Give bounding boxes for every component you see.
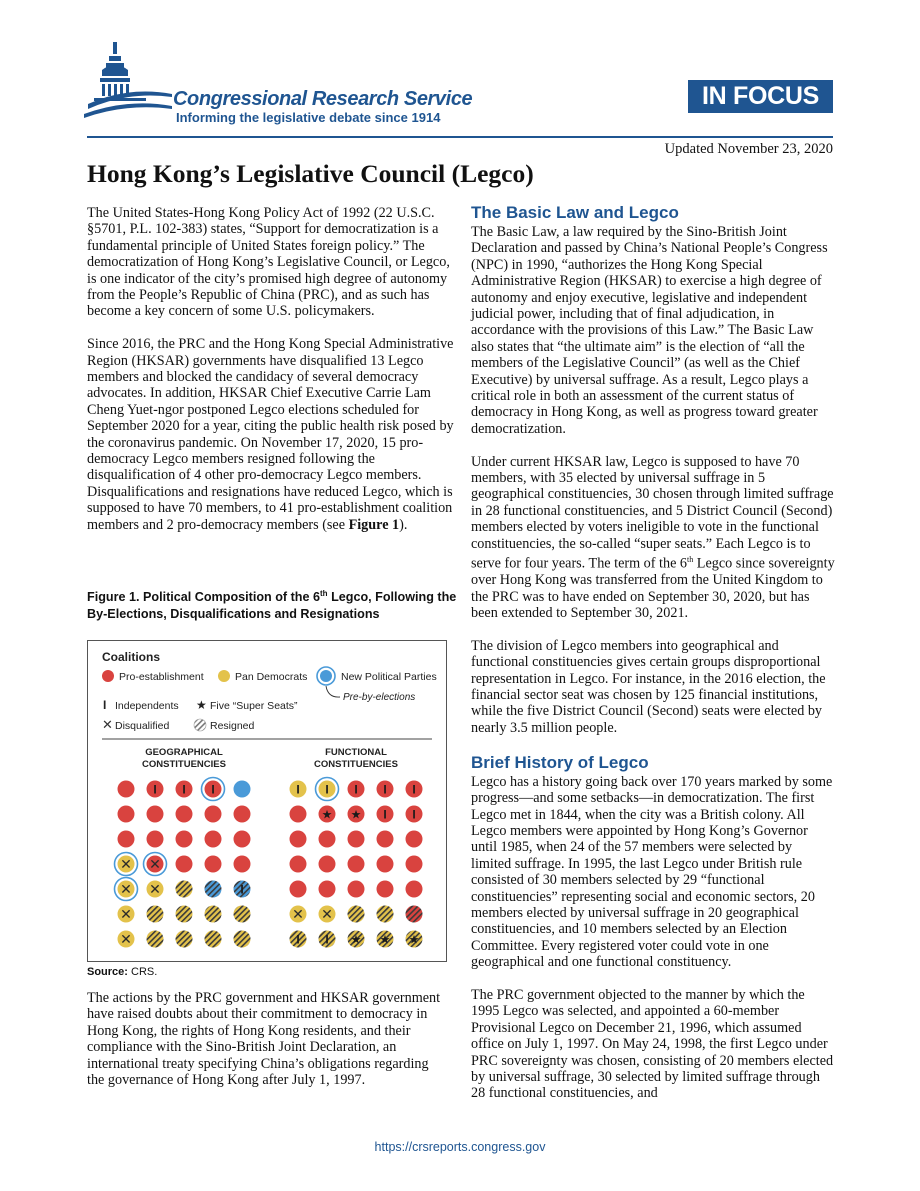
geographical-seat: [118, 906, 135, 923]
functional-seat: [406, 931, 423, 948]
geographical-seat: [176, 931, 193, 948]
seat-dot: [118, 781, 135, 798]
independent-icon: I: [296, 782, 300, 797]
geographical-seat: [147, 906, 164, 923]
geographical-seat: [205, 931, 222, 948]
functional-seat: [290, 806, 307, 823]
seat-dot: [205, 831, 222, 848]
seat-dot: [377, 906, 394, 923]
geographical-seat: [115, 878, 138, 901]
legend-pre-arrow: [326, 686, 340, 697]
seat-dot: [205, 931, 222, 948]
seat-dot: [290, 856, 307, 873]
functional-seat: [377, 806, 394, 823]
functional-seat: [406, 856, 423, 873]
functional-seat: [348, 856, 365, 873]
independent-icon: I: [325, 782, 329, 797]
geographical-seat: [176, 806, 193, 823]
capitol-dome-logo: [82, 42, 172, 130]
header-rule: [87, 136, 833, 138]
functional-seat: [348, 806, 365, 823]
independent-icon: I: [296, 932, 300, 947]
geographical-seat: [176, 856, 193, 873]
functional-seat: [319, 856, 336, 873]
seat-dot: [319, 856, 336, 873]
geographical-seat: [176, 906, 193, 923]
seat-dot: [176, 931, 193, 948]
disqualified-icon: ✕: [120, 906, 132, 922]
seat-dot: [176, 831, 193, 848]
seat-dot: [234, 931, 251, 948]
seat-dot: [234, 906, 251, 923]
legend-pan-swatch: [218, 670, 230, 682]
legend-new: New Political Parties: [341, 671, 437, 683]
seat-dot: [406, 831, 423, 848]
seat-dot: [406, 856, 423, 873]
geographical-seat: [176, 831, 193, 848]
intro-paragraph: The United States-Hong Kong Policy Act of 1992 (22 U.S.C. §5701, P.L. 102-383) states, “Support for democratization is a fundamental principle of United States foreign policy.” The democratization of Hong Kong’s Legislative Council, or Legco, is one indicator of the city’s promised high degree of autonomy from the People’s Republic of China (PRC), and as such has become a key concern of some U.S. policymakers.: [87, 205, 450, 320]
geographical-seat: [234, 931, 251, 948]
division-paragraph: The division of Legco members into geographical and functional constituencies gives certain groups disproportional representation in Legco. For instance, in the 2016 election, the financial sector seat was chosen by 125 financial institutions, while the five District Council (Second) seats were elected by nearly 3.5 million people.: [471, 637, 826, 736]
seat-dot: [118, 831, 135, 848]
functional-seat: [348, 906, 365, 923]
functional-seat: [290, 856, 307, 873]
geo-title-1: GEOGRAPHICAL: [145, 747, 223, 758]
functional-seat: [316, 778, 339, 801]
seat-dot: [176, 881, 193, 898]
seat-dot: [348, 856, 365, 873]
left-column-continued: [87, 990, 447, 1088]
seat-dot: [176, 906, 193, 923]
figure-source: Source: CRS.: [87, 966, 158, 978]
func-title-2: CONSTITUENCIES: [314, 759, 398, 770]
disqualified-icon: ✕: [120, 881, 132, 897]
left-column: [87, 205, 457, 550]
seat-dot: [348, 906, 365, 923]
functional-seat: [290, 931, 307, 948]
disqualified-icon: ✕: [149, 881, 161, 897]
doubts-paragraph: The actions by the PRC government and HKSAR government have raised doubts about their commitment to democracy in Hong Kong, the rights of Hong Kong residents, and their compliance with the Sino-British Joint Declaration, an international treaty specifying China’s obligations regarding the governance of Hong Kong after July 1, 1997.: [87, 990, 441, 1089]
geographical-seat: [115, 853, 138, 876]
seat-dot: [290, 806, 307, 823]
functional-seat: [406, 806, 423, 823]
in-focus-badge: IN FOCUS: [688, 80, 833, 113]
legco-composition-chart: [88, 641, 446, 961]
seat-dot: [147, 806, 164, 823]
geographical-seat: [205, 831, 222, 848]
disqualified-icon: ✕: [321, 906, 333, 922]
geographical-seat: [205, 806, 222, 823]
geographical-seat: [147, 931, 164, 948]
functional-seat: [319, 806, 336, 823]
disqualified-icon: ✕: [120, 931, 132, 947]
current-law-paragraph: Under current HKSAR law, Legco is supposed to have 70 members, with 35 elected by universal suffrage in 5 geographical constituencies, 30 chosen through limited suffrage in 28 functional constituencies, and 5 District Council (Second) members elected by voters ineligible to vote in the functional constituencies, the so-called “super seats.” Each Legco is to serve for four years. The term of the 6th Legco since sovereignty over Hong Kong was transferred from the United Kingdom to the PRC was to have ended on September 30, 2020, but has been extended to September 30, 2021.: [471, 453, 835, 622]
seat-dot: [406, 906, 423, 923]
seat-dot: [205, 906, 222, 923]
seat-dot: [377, 881, 394, 898]
functional-seat: [348, 781, 365, 798]
geographical-seat: [147, 881, 164, 898]
seat-dot: [234, 806, 251, 823]
geographical-seat: [234, 856, 251, 873]
functional-seat: [348, 931, 365, 948]
super-seat-icon: ★: [350, 932, 362, 947]
figure-caption: Figure 1. Political Composition of the 6th Legco, Following the By-Elections, Disqualifications and Resignations: [87, 589, 457, 621]
legend-super-symbol: ★: [196, 698, 207, 712]
seat-dot: [348, 881, 365, 898]
super-seat-icon: ★: [408, 932, 420, 947]
functional-seat: [348, 831, 365, 848]
functional-seat: [377, 856, 394, 873]
basic-law-paragraph: The Basic Law, a law required by the Sino-British Joint Declaration and passed by China’s National People’s Congress (NPC) in 1990, “authorizes the Hong Kong Special Administrative Region (HKSAR) to exercise a high degree of autonomy and enjoy executive, legislative and independent judicial power, including that of final adjudication, in accordance with the provisions of this Law.” The Basic Law also states that “the ultimate aim” is the election of “all the members of the Legislative Council” (as well as the Chief Executive) by universal suffrage. As a result, Legco plays a critical role in both an assessment of the current status of democracy in Hong Kong, as well as progress toward greater democratization.: [471, 224, 828, 437]
independent-icon: I: [354, 782, 358, 797]
independent-icon: I: [153, 782, 157, 797]
functional-seat: [319, 831, 336, 848]
functional-seat: [290, 831, 307, 848]
legend-ind-symbol: I: [103, 698, 107, 712]
independent-icon: I: [383, 782, 387, 797]
geographical-seat: [234, 906, 251, 923]
geographical-seat: [118, 781, 135, 798]
geographical-seat: [205, 881, 222, 898]
legend-disq-symbol: ✕: [102, 717, 113, 732]
geographical-seat: [147, 831, 164, 848]
functional-seat: [319, 906, 336, 923]
functional-seat: [406, 881, 423, 898]
geographical-seat: [118, 931, 135, 948]
independent-icon: I: [383, 807, 387, 822]
section-heading-basic-law: The Basic Law and Legco: [471, 203, 679, 222]
independent-icon: I: [325, 932, 329, 947]
disqualified-icon: ✕: [292, 906, 304, 922]
geographical-seat: [176, 881, 193, 898]
figure-reference: Figure 1: [348, 516, 400, 533]
legend-pro-swatch: [102, 670, 114, 682]
geographical-seat: [176, 781, 193, 798]
functional-seat: [377, 781, 394, 798]
functional-seat: [319, 881, 336, 898]
geographical-seat: [202, 778, 225, 801]
super-seat-icon: ★: [379, 932, 391, 947]
geographical-seat: [234, 806, 251, 823]
legend-new-swatch: [320, 670, 332, 682]
geographical-seat: [234, 881, 251, 898]
legend-resigned-swatch: [194, 719, 206, 731]
func-title-1: FUNCTIONAL: [325, 747, 387, 758]
functional-seat: [290, 781, 307, 798]
functional-seat: [377, 906, 394, 923]
functional-seat: [377, 931, 394, 948]
legend-pro: Pro-establishment: [119, 671, 204, 683]
legend-super: Five “Super Seats”: [210, 700, 298, 712]
functional-seat: [406, 906, 423, 923]
figure-1: [87, 640, 447, 962]
since-2016-paragraph: Since 2016, the PRC and the Hong Kong Special Administrative Region (HKSAR) governments have disqualified 13 Legco members and blocked the candidacy of several democracy advocates. In addition, HKSAR Chief Executive Carrie Lam Cheng Yuet-ngor postponed Legco elections scheduled for September 2020 for a year, citing the public health risk posed by the coronavirus pandemic. On November 17, 2020, 15 pro-democracy Legco members resigned following the disqualification of 4 other pro-democracy Legco members. Disqualifications and resignations have reduced Legco, which is supposed to have 70 members, to 41 pro-establishment coalition members and 2 pro-democracy members (see Figure 1).: [87, 336, 454, 533]
geographical-seat: [205, 906, 222, 923]
seat-dot: [290, 831, 307, 848]
seat-dot: [147, 831, 164, 848]
seat-dot: [234, 781, 251, 798]
seat-dot: [176, 856, 193, 873]
prc-paragraph: The PRC government objected to the manner by which the 1995 Legco was selected, and appointed a 60-member Provisional Legco on December 21, 1996, which assumed office on July 1, 1997. On May 24, 1998, the first Legco under PRC sovereignty was chosen, consisting of 20 members elected by universal suffrage, 30 selected by limited suffrage through 28 functional constituencies, and: [471, 986, 834, 1102]
geographical-seat: [144, 853, 167, 876]
footer-url[interactable]: https://crsreports.congress.gov: [374, 1140, 546, 1154]
functional-seat: [377, 831, 394, 848]
independent-icon: I: [240, 882, 244, 897]
independent-icon: I: [182, 782, 186, 797]
geo-title-2: CONSTITUENCIES: [142, 759, 226, 770]
history-paragraph: Legco has a history going back over 170 years marked by some progress—and some setbacks—in democratization. The first Legco met in 1844, when the city was a British colony. All Legco members were appointed by Hong Kong’s Governor until 1985, when 24 of the 57 members were selected by limited suffrage. In 1995, the last Legco under British rule consisted of 30 members selected by 29 “functional constituencies” representing social and economic sectors, 20 members elected by universal suffrage in 20 geographical constituencies, and 10 members selected by an Election Committee. Every registered voter could vote in one geographical and one functional constituency.: [471, 773, 833, 971]
disqualified-icon: ✕: [120, 856, 132, 872]
geographical-seat: [205, 856, 222, 873]
geographical-seat: [147, 781, 164, 798]
seat-dot: [205, 806, 222, 823]
super-seat-icon: ★: [350, 807, 362, 822]
seat-dot: [319, 881, 336, 898]
updated-date: Updated November 23, 2020: [664, 141, 833, 157]
geographical-seat: [118, 806, 135, 823]
legend-resigned: Resigned: [210, 720, 255, 732]
section-heading-history: Brief History of Legco: [471, 752, 649, 772]
seat-dot: [147, 906, 164, 923]
org-name: Congressional Research Service: [173, 88, 473, 110]
functional-seat: [290, 881, 307, 898]
geographical-seat: [147, 806, 164, 823]
seat-dot: [205, 856, 222, 873]
seat-dot: [118, 806, 135, 823]
functional-seat-grid: [290, 778, 423, 948]
seat-dot: [234, 831, 251, 848]
independent-icon: I: [412, 782, 416, 797]
legend-ind: Independents: [115, 700, 179, 712]
independent-icon: I: [412, 807, 416, 822]
right-column: [471, 203, 835, 1118]
seat-dot: [234, 856, 251, 873]
functional-seat: [406, 781, 423, 798]
seat-dot: [176, 806, 193, 823]
functional-seat: [406, 831, 423, 848]
legend-pan: Pan Democrats: [235, 671, 308, 683]
legend-pre: Pre-by-elections: [343, 692, 416, 703]
super-seat-icon: ★: [321, 807, 333, 822]
functional-seat: [290, 906, 307, 923]
seat-dot: [377, 856, 394, 873]
functional-seat: [377, 881, 394, 898]
geographical-seat-grid: [115, 778, 251, 948]
seat-dot: [290, 881, 307, 898]
legend-heading: Coalitions: [102, 650, 161, 664]
legend-disq: Disqualified: [115, 720, 170, 732]
geographical-seat: [118, 831, 135, 848]
seat-dot: [205, 881, 222, 898]
geographical-seat: [234, 831, 251, 848]
seat-dot: [406, 881, 423, 898]
functional-seat: [348, 881, 365, 898]
seat-dot: [319, 831, 336, 848]
independent-icon: I: [211, 782, 215, 797]
page-title: Hong Kong’s Legislative Council (Legco): [87, 159, 534, 188]
geographical-seat: [234, 781, 251, 798]
functional-seat: [319, 931, 336, 948]
seat-dot: [377, 831, 394, 848]
seat-dot: [348, 831, 365, 848]
seat-dot: [147, 931, 164, 948]
org-tagline: Informing the legislative debate since 1914: [176, 110, 441, 125]
disqualified-icon: ✕: [149, 856, 161, 872]
